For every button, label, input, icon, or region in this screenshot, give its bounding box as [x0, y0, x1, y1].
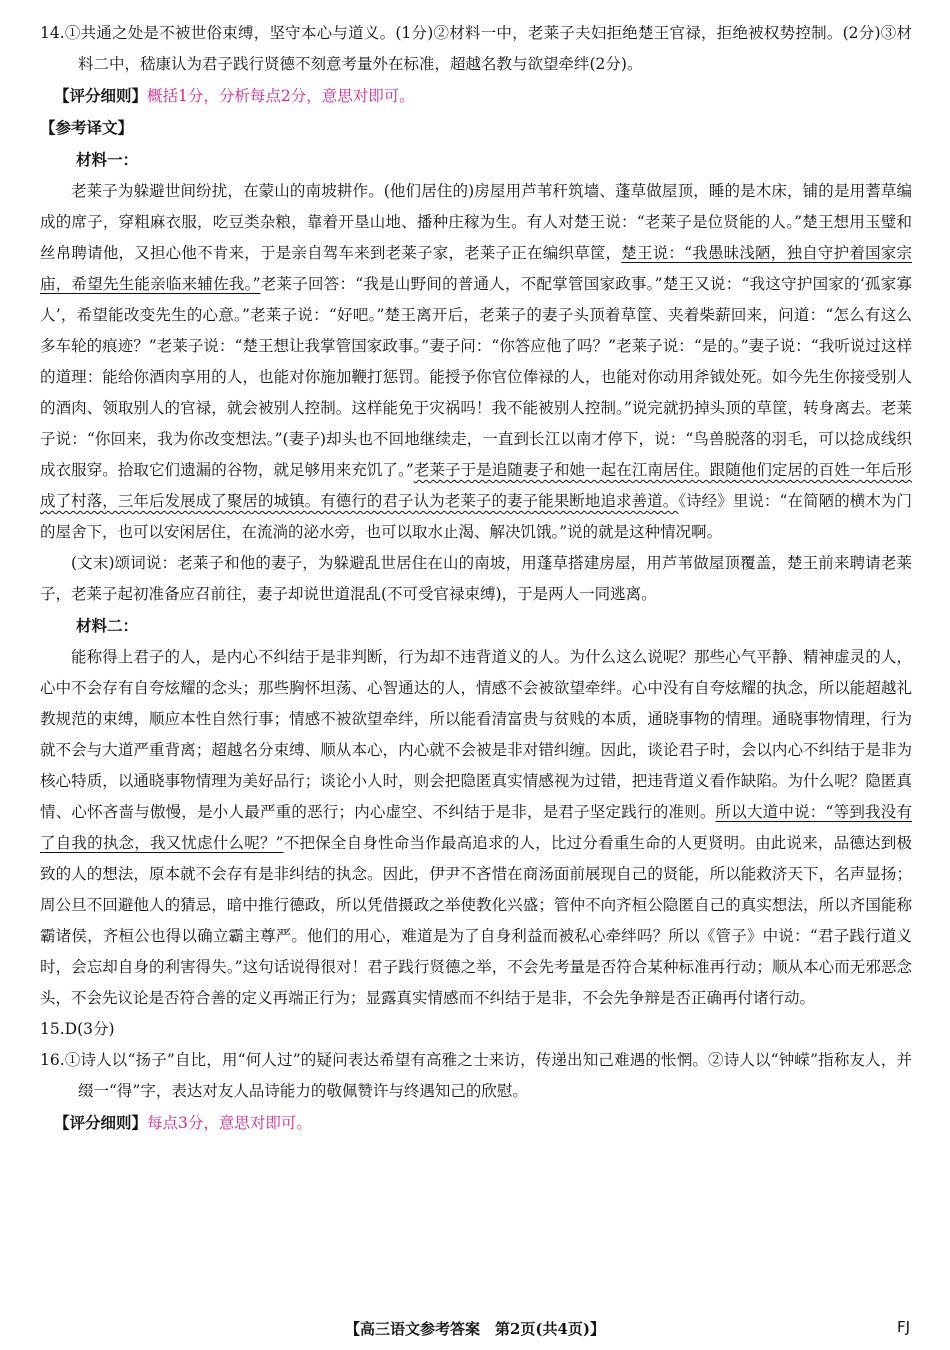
text-segment: 能称得上君子的人，是内心不纠结于是非判断，行为却不违背道义的人。为什么这么说呢？那些心气平静、精神虚灵的人，心中不会存有自夸炫耀的念头；那些胸怀坦荡、心智通达的人，情感不会被欲望牵绊。心中没有自夸炫耀的执念，所以能超越礼教规范的束缚，顺应本性自然行事；情感不被欲望牵绊，所以能看清富贵与贫贱的本质，通晓事物的情理。通晓事物情理，行为就不会与大道严重背离；超越名分束缚、顺从本心，内心就不会被是非对错纠缠。因此，谈论君子时，会以内心不纠结于是非为核心特质，以通晓事物情理为美好品行；谈论小人时，则会把隐匿真实情感视为过错，把违背道义看作缺陷。为什么呢？隐匿真情、心怀吝啬与傲慢，是小人最严重的恶行；内心虚空、不纠结于是非，是君子坚定践行的准则。	[40, 648, 912, 821]
answer-15: 15.D(3分)	[40, 1020, 115, 1038]
text-segment: 老莱子回答：“我是山野间的普通人，不配掌管国家政事。”楚王又说：“我这守护国家的‘孤家寡人’，希望能改变先生的心意。”老莱子说：“好吧。”楚王离开后，老莱子的妻子头顶着草筐、夹着柴薪回来，问道：“怎么有这么多车轮的痕迹？”老莱子说：“楚王想让我掌管国家政事。”妻子问：“你答应他了吗？”老莱子说：“是的。”妻子说：“我听说过这样的道理：能给你酒肉享用的人，也能对你施加鞭打惩罚。能授予你官位俸禄的人，也能对你动用斧钺处死。如今先生你接受别人的酒肉、领取别人的官禄，就会被别人控制。这样能免于灾祸吗！我不能被别人控制。”说完就扔掉头顶的草筐，转身离去。老莱子说：“你回来，我为你改变想法。”(妻子)却头也不回地继续走，一直到长江以南才停下，说：“鸟兽脱落的羽毛，可以捻成线织成衣服穿。拾取它们遗漏的谷物，就足够用来充饥了。”	[40, 275, 912, 479]
translation-heading: 【参考译文】	[40, 118, 134, 137]
underlined-sentence: 楚王说：“我愚昧浅陋，独自守护着国家宗庙，希望先生能亲临来辅佐我。”	[40, 244, 912, 293]
material-1-paragraph	[40, 176, 912, 548]
rubric-label: 【评分细则】	[54, 1113, 148, 1132]
answer-16: 16.①诗人以“扬子”自比，用“何人过”的疑问表达希望有高雅之士来访，传递出知己难遇的怅惘。②诗人以“钟嵘”指称友人，并缀一“得”字，表达对友人品诗能力的敬佩赞许与终遇知己的欣慰。	[40, 1051, 912, 1100]
text-segment: 老莱子为躲避世间纷扰，在蒙山的南坡耕作。(他们居住的)房屋用芦苇秆筑墙、蓬草做屋顶，睡的是木床，铺的是用蓍草编成的席子，穿粗麻衣服，吃豆类杂粮，靠着开垦山地、播种庄稼为生。有人对楚王说：“老莱子是位贤能的人。”楚王想用玉璧和丝帛聘请他，又担心他不肯来，于是亲自驾车来到老莱子家，老莱子正在编织草筐，	[40, 182, 912, 262]
rubric-detail: 概括1分，分析每点2分，意思对即可。	[147, 87, 415, 105]
rubric-14	[40, 80, 912, 112]
rubric-label: 【评分细则】	[54, 86, 148, 105]
rubric-16	[40, 1107, 912, 1139]
rubric-detail: 每点3分，意思对即可。	[147, 1114, 312, 1132]
footer-code: FJ	[896, 1318, 910, 1336]
page-footer: 【高三语文参考答案 第2页(共4页)】	[344, 1320, 606, 1338]
material-1-eulogy: (文末)颂词说：老莱子和他的妻子，为躲避乱世居住在山的南坡，用蓬草搭建房屋，用芦苇做屋顶覆盖，楚王前来聘请老莱子，老莱子起初准备应召前往，妻子却说世道混乱(不可受官禄束缚)，于是两人一同逃离。	[40, 554, 912, 603]
wavy-underlined-sentence: 老莱子于是追随妻子和她一起在江南居住。跟随他们定居的百姓一年后形成了村落，三年后发展成了聚居的城镇。有德行的君子认为老莱子的妻子能果断地追求善道。	[40, 461, 912, 510]
material-1-label: 材料一：	[76, 150, 139, 169]
answer-14: 14.①共通之处是不被世俗束缚，坚守本心与道义。(1分)②材料一中，老莱子夫妇拒绝楚王官禄，拒绝被权势控制。(2分)③材料二中，嵇康认为君子践行贤德不刻意考量外在标准，超越名教与欲望牵绊(2分)。	[40, 24, 912, 73]
underlined-sentence: 所以大道中说：“等到我没有了自我的执念，我又忧虑什么呢？”	[40, 803, 912, 852]
material-2-paragraph	[40, 642, 912, 1014]
text-segment: 《诗经》里说：“在简陋的横木为门的屋舍下，也可以安闲居住，在流淌的泌水旁，也可以取水止渴、解决饥饿。”说的就是这种情况啊。	[40, 492, 912, 541]
material-2-label: 材料二：	[76, 616, 139, 635]
text-segment: 不把保全自身性命当作最高追求的人，比过分看重生命的人更贤明。由此说来，品德达到极致的人的想法，原本就不会存有是非纠结的执念。因此，伊尹不吝惜在商汤面前展现自己的贤能，所以能救济天下，名声显扬；周公旦不回避他人的猜忌，暗中推行德政，所以凭借摄政之举使教化兴盛；管仲不向齐桓公隐匿自己的真实想法，所以齐国能称霸诸侯，齐桓公也得以确立霸主尊严。他们的用心，难道是为了自身利益而被私心牵绊吗？所以《管子》中说：“君子践行道义时，会忘却自身的利害得失。”这句话说得很对！君子践行贤德之举，不会先考量是否符合某种标准再行动；顺从本心而无邪恶念头，不会先议论是否符合善的定义再端正行为；显露真实情感而不纠结于是非，不会先争辩是否正确再付诸行动。	[40, 834, 912, 1007]
